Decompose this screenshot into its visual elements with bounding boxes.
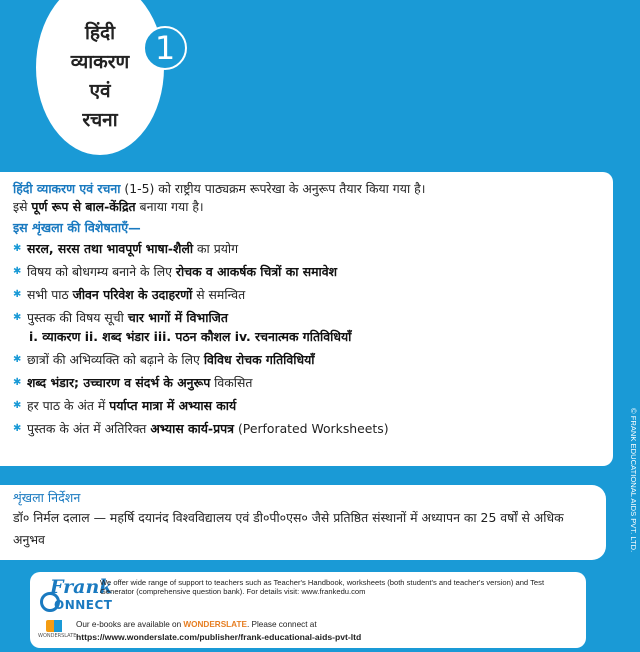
title-line-1: हिंदी	[84, 21, 116, 44]
wonderslate-logo-text: WONDERSLATE	[38, 633, 77, 639]
feature-item: ✱ सभी पाठ जीवन परिवेश के उदाहरणों से समन्वित	[13, 287, 246, 302]
copyright-text: © FRANK EDUCATIONAL AIDS PVT. LTD.	[629, 408, 638, 553]
star-icon: ✱	[13, 423, 22, 434]
star-icon: ✱	[13, 289, 22, 300]
feature-item: ✱ विषय को बोधगम्य बनाने के लिए रोचक व आकर्षक चित्रों का समावेश	[13, 264, 338, 279]
intro-rest: (1-5) को राष्ट्रीय पाठ्यक्रम रूपरेखा के अनुरूप तैयार किया गया है।	[120, 181, 426, 196]
intro2-pre: इसे	[13, 199, 32, 214]
features-heading: इस शृंखला की विशेषताएँ—	[13, 220, 141, 235]
logo-frank-text: Frank	[50, 576, 113, 598]
intro2-bold: पूर्ण रूप से बाल-केंद्रित	[31, 199, 136, 214]
star-icon: ✱	[13, 400, 22, 411]
star-icon: ✱	[13, 266, 22, 277]
feature-item: ✱ छात्रों की अभिव्यक्ति को बढ़ाने के लिए विविध रोचक गतिविधियाँ	[13, 352, 315, 367]
features-panel	[0, 172, 613, 466]
feature-list	[13, 239, 599, 438]
feature-subitems: i. व्याकरण ii. शब्द भंडार iii. पठन कौशल iv. रचनात्मक गतिविधियाँ	[29, 329, 352, 344]
star-icon: ✱	[13, 243, 22, 254]
title-line-4: रचना	[82, 108, 118, 131]
star-icon: ✱	[13, 312, 22, 323]
copyright-notice	[626, 408, 640, 652]
volume-number-badge: 1	[143, 26, 187, 70]
feature-item: ✱ पुस्तक की विषय सूची चार भागों में विभाजित i. व्याकरण ii. शब्द भंडार iii. पठन कौशल iv. रचनात्मक गतिविधियाँ	[13, 308, 599, 346]
star-icon: ✱	[13, 377, 22, 388]
support-footer	[30, 572, 586, 648]
wonderslate-logo	[38, 620, 77, 642]
feature-item: ✱ सरल, सरस तथा भावपूर्ण भाषा-शैली का प्रयोग	[13, 241, 239, 256]
wonderslate-url-link[interactable]: https://www.wonderslate.com/publisher/frank-educational-aids-pvt-ltd	[76, 632, 362, 642]
logo-connect-text: ONNECT	[54, 598, 113, 612]
title-oval	[36, 0, 164, 155]
feature-item: ✱ पुस्तक के अंत में अतिरिक्त अभ्यास कार्य-प्रपत्र (Perforated Worksheets)	[13, 421, 389, 436]
book-icon	[46, 620, 62, 632]
frank-connect-logo	[38, 576, 113, 616]
series-name: हिंदी व्याकरण एवं रचना	[13, 181, 121, 196]
intro-line-2	[13, 198, 599, 216]
direction-title: शृंखला निर्देशन	[13, 490, 81, 505]
title-line-2: व्याकरण	[70, 50, 130, 73]
intro2-post: बनाया गया है।	[135, 199, 204, 214]
feature-item: ✱ हर पाठ के अंत में पर्याप्त मात्रा में अभ्यास कार्य	[13, 398, 237, 413]
series-direction-box	[0, 485, 606, 560]
star-icon: ✱	[13, 354, 22, 365]
feature-item: ✱ शब्द भंडार; उच्चारण व संदर्भ के अनुरूप विकसित	[13, 375, 253, 390]
intro-line-1	[13, 180, 599, 198]
title-line-3: एवं	[89, 79, 111, 102]
ebook-availability: Our e-books are available on WONDERSLATE. Please connect at	[76, 620, 317, 629]
direction-body: डॉ० निर्मल दलाल — महर्षि दयानंद विश्वविद्यालय एवं डी०पी०एस० जैसे प्रतिष्ठित संस्थानों में अध्यापन का 25 वर्षों से अधिक अनुभव	[13, 510, 564, 547]
support-description: We offer wide range of support to teachers such as Teacher's Handbook, worksheets (both student's and teacher's version) and Test Generator (comprehensive question bank). For details visit: www.frankedu.com	[100, 578, 545, 596]
